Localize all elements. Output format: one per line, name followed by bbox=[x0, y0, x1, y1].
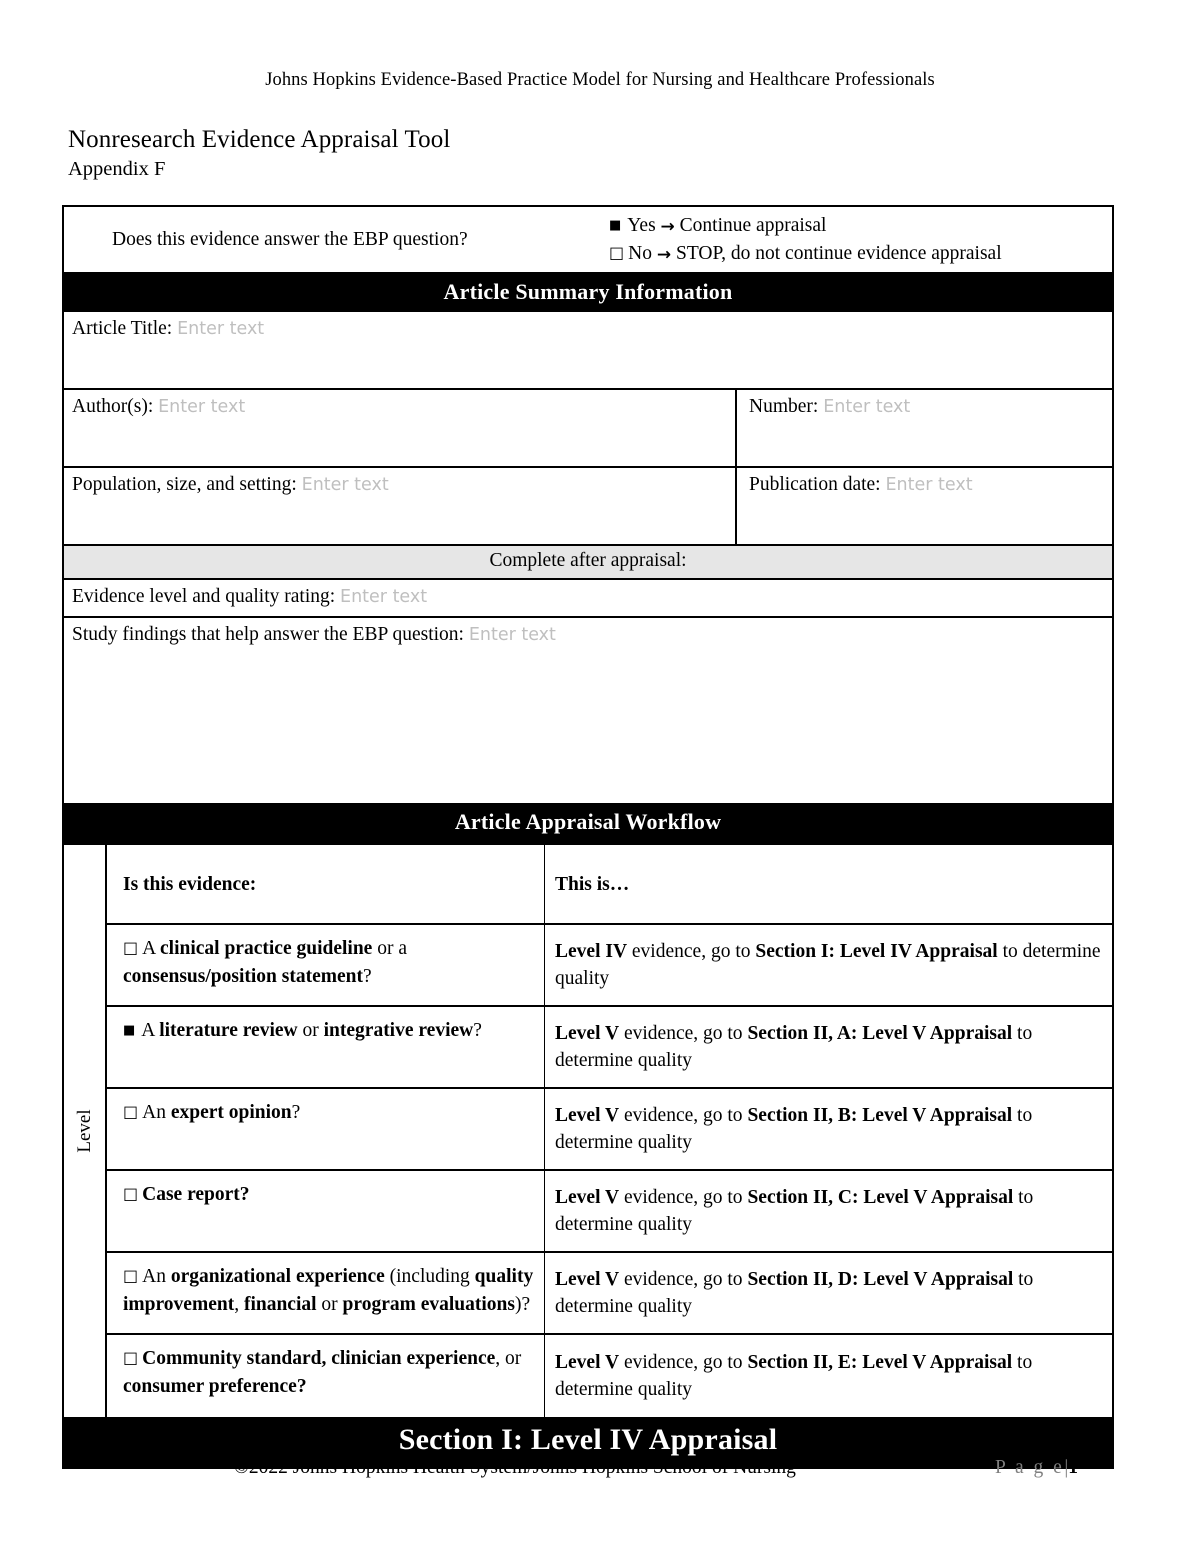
q6-bold-2: consumer preference? bbox=[123, 1376, 307, 1398]
number-placeholder[interactable]: Enter text bbox=[823, 397, 911, 418]
checkbox-empty-icon[interactable]: □ bbox=[609, 242, 625, 262]
q5-mid-2: , bbox=[234, 1294, 244, 1316]
a6-section: Section II, E: Level V Appraisal bbox=[747, 1351, 1013, 1373]
a4-section: Section II, C: Level V Appraisal bbox=[747, 1186, 1014, 1208]
workflow-answer-4 bbox=[545, 1171, 1112, 1251]
workflow-question-4[interactable] bbox=[107, 1171, 545, 1251]
population-field[interactable] bbox=[64, 468, 737, 544]
a5-post: to determine quality bbox=[555, 1268, 1034, 1318]
workflow-answer-5 bbox=[545, 1253, 1112, 1333]
population-label: Population, size, and setting: bbox=[72, 474, 297, 496]
table-row bbox=[107, 925, 1112, 1007]
q4-bold-1: Case report? bbox=[142, 1184, 250, 1206]
publication-date-label: Publication date: bbox=[749, 474, 881, 496]
workflow-answer-3 bbox=[545, 1089, 1112, 1169]
workflow-col1-header: Is this evidence: bbox=[107, 845, 545, 923]
level-column bbox=[64, 845, 107, 1417]
section-1-band: Section I: Level IV Appraisal bbox=[64, 1417, 1112, 1467]
number-field[interactable] bbox=[737, 390, 1112, 466]
a5-section: Section II, D: Level V Appraisal bbox=[747, 1268, 1014, 1290]
workflow-answer-2 bbox=[545, 1007, 1112, 1087]
q2-bold-1: literature review bbox=[159, 1020, 298, 1042]
arrow-right-icon: → bbox=[660, 217, 675, 237]
a4-post: to determine quality bbox=[555, 1186, 1034, 1236]
q1-pre: A bbox=[142, 938, 161, 960]
workflow-rows bbox=[107, 845, 1112, 1417]
workflow-question-3[interactable] bbox=[107, 1089, 545, 1169]
eligibility-no-action: STOP, do not continue evidence appraisal bbox=[675, 242, 1002, 264]
a3-level: Level V bbox=[555, 1104, 620, 1126]
q1-bold-1: clinical practice guideline bbox=[160, 938, 373, 960]
q3-post: ? bbox=[291, 1102, 301, 1124]
q3-bold-1: expert opinion bbox=[170, 1102, 292, 1124]
q2-post: ? bbox=[473, 1020, 482, 1042]
authors-placeholder[interactable]: Enter text bbox=[158, 397, 246, 418]
workflow-answer-1 bbox=[545, 925, 1112, 1005]
evidence-level-label: Evidence level and quality rating: bbox=[72, 586, 336, 608]
workflow-table bbox=[64, 843, 1112, 1417]
footer-copyright: ©2022 Johns Hopkins Health System/Johns Hopkins School of Nursing bbox=[234, 1457, 796, 1478]
a6-level: Level V bbox=[555, 1351, 620, 1373]
a3-post: to determine quality bbox=[555, 1104, 1033, 1154]
q6-mid: , or bbox=[495, 1348, 522, 1370]
table-row bbox=[107, 1335, 1112, 1417]
a6-post: to determine quality bbox=[555, 1351, 1033, 1401]
footer-page-separator: | bbox=[1064, 1457, 1069, 1478]
article-title-label: Article Title: bbox=[72, 318, 173, 340]
footer-page-number: 1 bbox=[1068, 1457, 1078, 1478]
workflow-header-row bbox=[107, 845, 1112, 925]
workflow-question-1[interactable] bbox=[107, 925, 545, 1005]
population-placeholder[interactable]: Enter text bbox=[301, 475, 389, 496]
authors-number-row bbox=[64, 390, 1112, 468]
q2-mid: or bbox=[297, 1020, 324, 1042]
footer-page-word: P a g e bbox=[995, 1457, 1065, 1478]
study-findings-field[interactable] bbox=[64, 618, 1112, 803]
table-row bbox=[107, 1253, 1112, 1335]
q5-bold-3: financial bbox=[243, 1294, 317, 1316]
eligibility-question-label: Does this evidence answer the EBP question? bbox=[112, 228, 468, 250]
complete-after-appraisal-band: Complete after appraisal: bbox=[64, 545, 1112, 580]
workflow-question-2[interactable] bbox=[107, 1007, 545, 1087]
a2-post: to determine quality bbox=[555, 1022, 1033, 1072]
authors-field[interactable] bbox=[64, 390, 737, 466]
eligibility-yes-action: Continue appraisal bbox=[679, 215, 827, 236]
q5-bold-1: organizational experience bbox=[170, 1266, 385, 1288]
q1-bold-2: consensus/position statement bbox=[123, 966, 363, 988]
eligibility-no-label: No bbox=[628, 242, 652, 264]
evidence-level-field[interactable] bbox=[64, 580, 1112, 618]
q2-pre: A bbox=[141, 1020, 160, 1042]
article-summary-band: Article Summary Information bbox=[64, 274, 1112, 312]
a4-mid: evidence, go to bbox=[619, 1186, 748, 1208]
q3-pre: An bbox=[142, 1102, 171, 1124]
q5-mid-3: or bbox=[316, 1294, 343, 1316]
publication-date-field[interactable] bbox=[737, 468, 1112, 544]
a1-post: to determine quality bbox=[555, 940, 1101, 990]
a4-level: Level V bbox=[555, 1186, 620, 1208]
eligibility-yes-option[interactable] bbox=[609, 212, 1112, 240]
a2-section: Section II, A: Level V Appraisal bbox=[747, 1022, 1013, 1044]
a2-mid: evidence, go to bbox=[619, 1022, 748, 1044]
checkbox-empty-icon[interactable]: □ bbox=[123, 1102, 139, 1122]
population-publication-row bbox=[64, 468, 1112, 545]
checkbox-empty-icon[interactable]: □ bbox=[123, 938, 139, 958]
a5-level: Level V bbox=[555, 1268, 620, 1290]
q2-bold-2: integrative review bbox=[323, 1020, 474, 1042]
running-head: Johns Hopkins Evidence-Based Practice Model for Nursing and Healthcare Professionals bbox=[265, 70, 935, 90]
q1-post: ? bbox=[362, 966, 372, 988]
q1-mid: or a bbox=[372, 938, 407, 960]
evidence-level-placeholder[interactable]: Enter text bbox=[340, 587, 428, 608]
table-row bbox=[107, 1171, 1112, 1253]
checkbox-empty-icon[interactable]: □ bbox=[123, 1184, 139, 1204]
a3-mid: evidence, go to bbox=[619, 1104, 748, 1126]
workflow-question-5[interactable] bbox=[107, 1253, 545, 1333]
table-row bbox=[107, 1089, 1112, 1171]
a6-mid: evidence, go to bbox=[619, 1351, 748, 1373]
a1-level: Level IV bbox=[555, 940, 628, 962]
checkbox-empty-icon[interactable]: □ bbox=[123, 1348, 139, 1368]
checkbox-empty-icon[interactable]: □ bbox=[123, 1266, 139, 1286]
q5-pre: An bbox=[142, 1266, 171, 1288]
eligibility-question-row bbox=[64, 207, 1112, 274]
workflow-answer-6 bbox=[545, 1335, 1112, 1417]
article-title-field[interactable] bbox=[64, 312, 1112, 390]
footer-page-indicator bbox=[995, 1457, 1078, 1479]
q5-bold-4: program evaluations bbox=[342, 1294, 515, 1316]
checkbox-checked-icon[interactable]: ■ bbox=[123, 1023, 136, 1039]
article-title-placeholder[interactable]: Enter text bbox=[177, 319, 265, 340]
a1-mid: evidence, go to bbox=[627, 940, 756, 962]
a3-section: Section II, B: Level V Appraisal bbox=[747, 1104, 1013, 1126]
article-appraisal-workflow-band: Article Appraisal Workflow bbox=[64, 803, 1112, 843]
eligibility-options bbox=[609, 207, 1112, 272]
q5-mid: (including bbox=[384, 1266, 475, 1288]
eligibility-no-option[interactable] bbox=[609, 240, 1112, 268]
appendix-label: Appendix F bbox=[68, 158, 166, 180]
appraisal-form-table bbox=[62, 205, 1114, 1469]
a2-level: Level V bbox=[555, 1022, 620, 1044]
number-label: Number: bbox=[749, 396, 819, 418]
q6-bold-1: Community standard, clinician experience bbox=[142, 1348, 496, 1370]
q5-post: )? bbox=[514, 1294, 531, 1316]
workflow-question-6[interactable] bbox=[107, 1335, 545, 1417]
study-findings-label: Study findings that help answer the EBP question: bbox=[72, 624, 464, 646]
eligibility-yes-label: Yes bbox=[627, 215, 656, 236]
checkbox-checked-icon[interactable]: ■ bbox=[609, 218, 622, 233]
study-findings-placeholder[interactable]: Enter text bbox=[468, 625, 556, 646]
a1-section: Section I: Level IV Appraisal bbox=[755, 940, 998, 962]
publication-date-placeholder[interactable]: Enter text bbox=[885, 475, 973, 496]
authors-label: Author(s): bbox=[72, 396, 154, 418]
workflow-col2-header: This is… bbox=[555, 873, 630, 895]
level-axis-label: Level bbox=[73, 1109, 95, 1154]
arrow-right-icon: → bbox=[656, 244, 672, 265]
q5-bold-2: quality improvement bbox=[123, 1266, 534, 1316]
a5-mid: evidence, go to bbox=[619, 1268, 748, 1290]
table-row bbox=[107, 1007, 1112, 1089]
page-title: Nonresearch Evidence Appraisal Tool bbox=[68, 126, 451, 153]
